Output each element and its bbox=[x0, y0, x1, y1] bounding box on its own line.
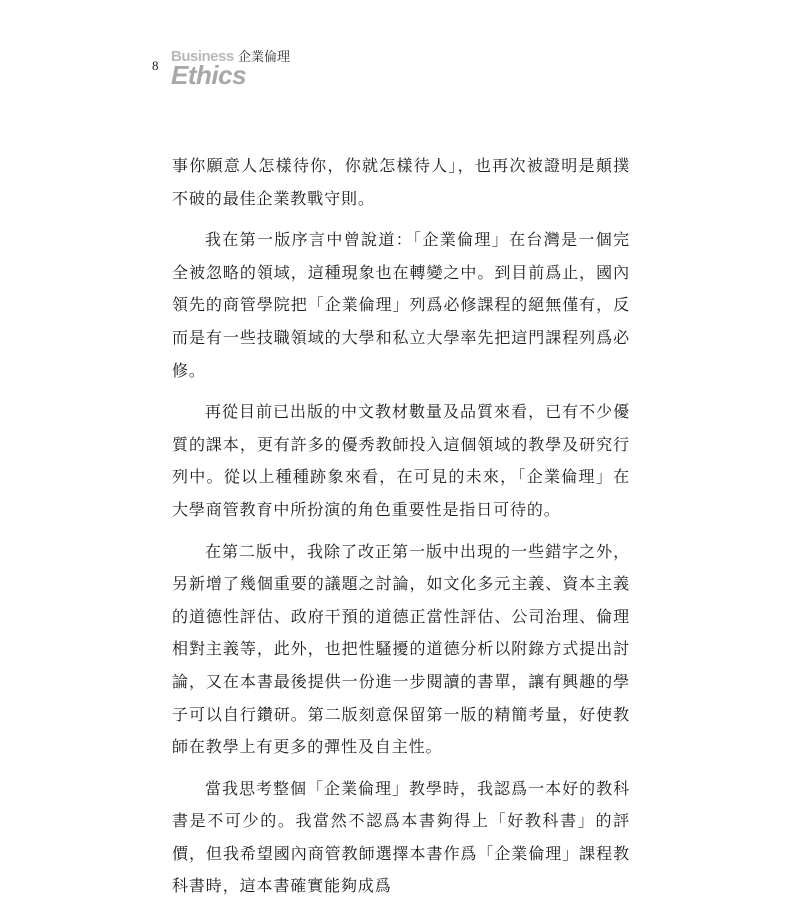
header-logo bbox=[171, 49, 311, 89]
logo-business-text: Business bbox=[171, 48, 234, 65]
logo-chinese-title: 企業倫理 bbox=[238, 50, 291, 65]
paragraph-1: 事你願意人怎樣待你，你就怎樣待人」，也再次被證明是顛撲不破的最佳企業教戰守則。 bbox=[172, 156, 630, 208]
paragraph-2: 我在第一版序言中曾說道：「企業倫理」在台灣是一個完全被忽略的領域，這種現象也在轉變之中。到目前爲止，國內領先的商管學院把「企業倫理」列爲必修課程的絕無僅有，反而是有一些技職領域的大學和私立大學率先把這門課程列爲必修。 bbox=[172, 230, 630, 380]
body-text bbox=[172, 150, 630, 912]
paragraph-4: 在第二版中，我除了改正第一版中出現的一些錯字之外，另新增了幾個重要的議題之討論，如文化多元主義、資本主義的道德性評估、政府干預的道德正當性評估、公司治理、倫理相對主義等，此外，也把性騷擾的道德分析以附錄方式提出討論，又在本書最後提供一份進一步閱讀的書單，讓有興趣的學子可以自行鑽研。第二版刻意保留第一版的精簡考量，好使教師在教學上有更多的彈性及自主性。 bbox=[172, 541, 630, 757]
page-number: 8 bbox=[152, 58, 159, 73]
paragraph-3: 再從目前已出版的中文教材數量及品質來看，已有不少優質的課本，更有許多的優秀教師投入這個領域的教學及研究行列中。從以上種種跡象來看，在可見的未來，「企業倫理」在大學商管教育中所扮演的角色重要性是指日可待的。 bbox=[172, 402, 630, 519]
paragraph-5: 當我思考整個「企業倫理」教學時，我認爲一本好的教科書是不可少的。我當然不認爲本書夠得上「好教科書」的評價，但我希望國內商管教師選擇本書作爲「企業倫理」課程教科書時，這本書確實能夠成爲 bbox=[172, 778, 630, 896]
logo-ethics-text: Ethics bbox=[171, 60, 247, 90]
